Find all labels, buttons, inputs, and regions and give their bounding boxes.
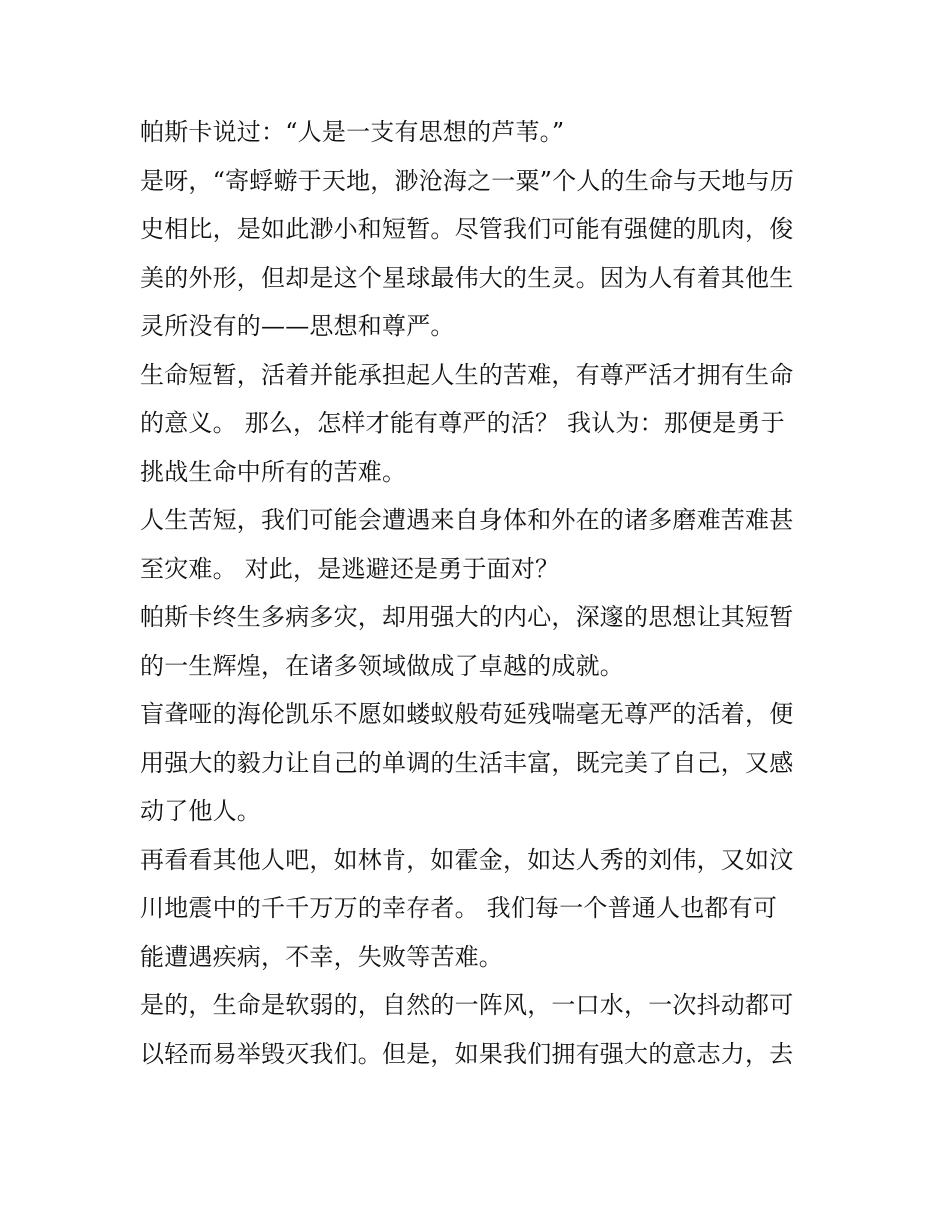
paragraph-pascal-example [140,593,820,690]
paragraph-fragile-life [140,981,820,1078]
text-line: 至灾难。 对此，是逃避还是勇于面对？ [140,554,560,583]
text-line: 帕斯卡说过：“人是一支有思想的芦苇。” [140,118,565,146]
text-line: 的意义。 那么，怎样才能有尊严的活？ 我认为：那便是勇于 [140,409,785,437]
text-line: 动了他人。 [140,797,261,825]
paragraph-other-examples [140,836,820,982]
text-line: 盲聋哑的海伦凯乐不愿如蝼蚁般苟延残喘毫无尊严的活着，便 [140,700,794,728]
text-line: 挑战生命中所有的苦难。 [140,457,407,486]
text-line: 的一生辉煌，在诸多领域做成了卓越的成就。 [140,651,624,680]
text-line: 能遭遇疾病，不幸，失败等苦难。 [140,942,503,971]
paragraph-meaning-of-life [140,351,820,497]
text-line: 帕斯卡终生多病多灾，却用强大的内心，深邃的思想让其短暂 [140,603,794,631]
text-line: 美的外形，但却是这个星球最伟大的生灵。因为人有着其他生 [140,263,794,292]
paragraph-helen-keller [140,690,820,836]
text-line: 史相比，是如此渺小和短暂。尽管我们可能有强健的肌肉，俊 [140,215,794,243]
text-line: 人生苦短，我们可能会遭遇来自身体和外在的诸多磨难苦难甚 [140,506,794,534]
text-line: 是的，生命是软弱的，自然的一阵风，一口水，一次抖动都可 [140,991,794,1019]
text-line: 以轻而易举毁灭我们。但是，如果我们拥有强大的意志力，去 [140,1039,794,1068]
text-line: 用强大的毅力让自己的单调的生活丰富，既完美了自己，又感 [140,748,794,777]
essay-body [140,108,820,1078]
text-line: 灵所没有的——思想和尊严。 [140,312,455,340]
text-line: 生命短暂，活着并能承担起人生的苦难，有尊严活才拥有生命 [140,360,794,389]
text-line: 是呀，“寄蜉蝣于天地，渺沧海之一粟”个人的生命与天地与历 [140,166,795,195]
text-line: 川地震中的千千万万的幸存者。 我们每一个普通人也都有可 [140,894,778,922]
text-line: 再看看其他人吧，如林肯，如霍金，如达人秀的刘伟，又如汶 [140,845,794,874]
paragraph-human-dignity [140,157,820,351]
paragraph-pascal-quote [140,108,820,157]
paragraph-hardships [140,496,820,593]
